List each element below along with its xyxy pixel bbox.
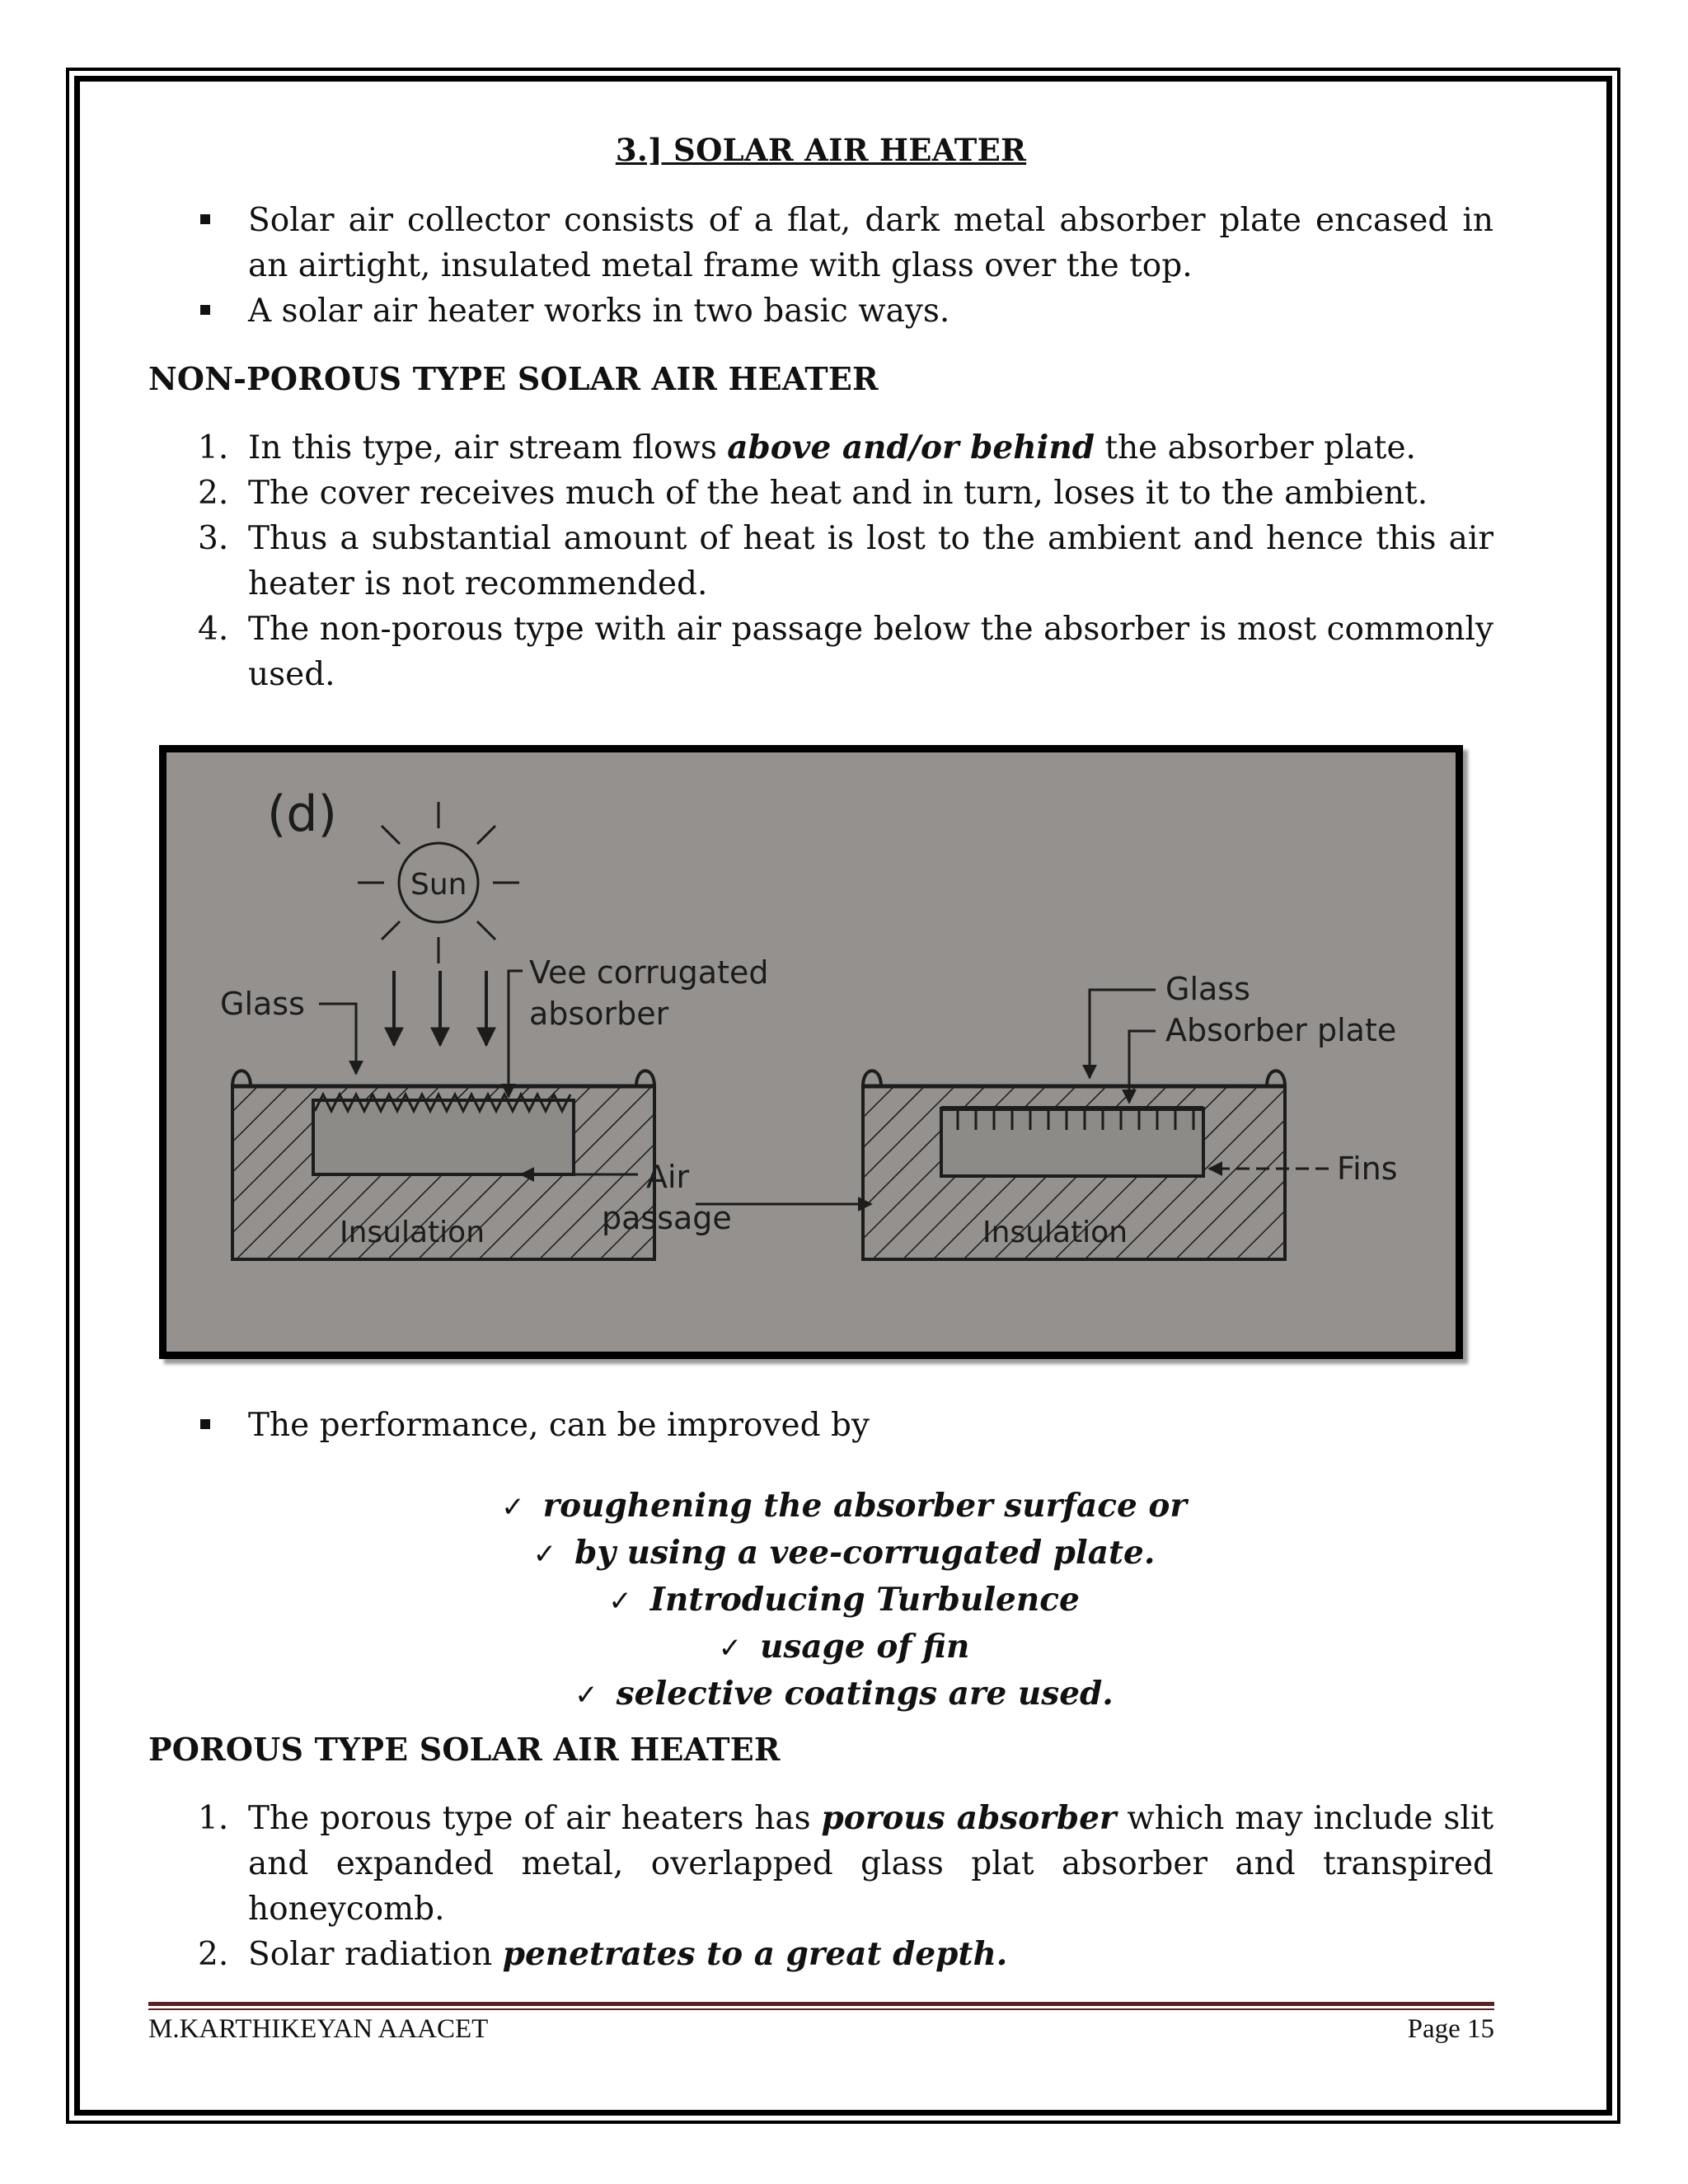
list-item: 2. Solar radiation penetrates to a great depth. (198, 1935, 1008, 1973)
footer-rule-thick (148, 2002, 1494, 2006)
list-item: 1. The porous type of air heaters has porous absorber which may include slit and expanded metal, overlapped glass plat absorber and transpired honeycomb. (198, 1799, 1493, 1928)
vee-corrugated-label-line1: Vee corrugated (529, 954, 769, 991)
porous-list (148, 1796, 1493, 1977)
performance-section (248, 1403, 1493, 1448)
improvements-list (0, 1483, 1688, 1718)
page-number: Page 15 (1407, 2014, 1494, 2044)
footer-author: M.KARTHIKEYAN AAACET (148, 2014, 489, 2044)
square-bullet-icon (200, 214, 210, 224)
checkmark-icon: ✓ (501, 1491, 525, 1524)
square-bullet-icon (200, 1419, 210, 1429)
list-item: Solar air collector consists of a flat, dark metal absorber plate encased in an airtight, insulated metal frame with glass over the top. (248, 198, 1493, 288)
insulation-left-label: Insulation (340, 1216, 485, 1249)
glass-right-label: Glass (1165, 971, 1250, 1007)
footer-rule-thin (148, 2008, 1494, 2010)
list-item: ✓ Introducing Turbulence (608, 1581, 1080, 1619)
solar-air-heater-figure (159, 745, 1463, 1359)
list-item: 3. Thus a substantial amount of heat is lost to the ambient and hence this air heater is not recommended. (198, 520, 1493, 602)
nonporous-heading: NON-POROUS TYPE SOLAR AIR HEATER (148, 360, 879, 397)
checkmark-icon: ✓ (718, 1632, 743, 1665)
checkmark-icon: ✓ (532, 1538, 557, 1571)
porous-section (148, 1731, 1493, 1977)
list-item: 1. In this type, air stream flows above and/or behind the absorber plate. (198, 429, 1416, 466)
page-title: 3.] SOLAR AIR HEATER (615, 132, 1027, 168)
list-item: ✓ roughening the absorber surface or (501, 1487, 1187, 1525)
list-item: ✓ selective coatings are used. (574, 1675, 1114, 1713)
diagram-svg (166, 752, 1456, 1352)
page-content (148, 132, 1493, 697)
sun-label: Sun (410, 868, 467, 902)
square-bullet-icon (200, 305, 210, 315)
porous-heading: POROUS TYPE SOLAR AIR HEATER (148, 1731, 781, 1768)
list-item: ✓ usage of fin (718, 1628, 970, 1666)
list-item: ✓ by using a vee-corrugated plate. (532, 1534, 1156, 1572)
insulation-right-label: Insulation (982, 1216, 1128, 1249)
absorber-plate-label: Absorber plate (1165, 1012, 1397, 1048)
list-item: 2. The cover receives much of the heat and in turn, loses it to the ambient. (198, 475, 1428, 512)
air-passage-label-line2: passage (602, 1200, 732, 1236)
vee-corrugated-label-line2: absorber (529, 996, 669, 1032)
list-item: A solar air heater works in two basic ways. (248, 288, 1493, 334)
air-passage-label-line1: Air (646, 1159, 690, 1195)
intro-bullet-list (148, 198, 1493, 334)
panel-label: (d) (267, 785, 337, 843)
photo-haze (166, 752, 1456, 1352)
glass-left-label: Glass (220, 986, 305, 1022)
list-item: 4. The non-porous type with air passage below the absorber is most commonly used. (198, 611, 1493, 693)
checkmark-icon: ✓ (608, 1585, 632, 1618)
nonporous-list (148, 425, 1493, 697)
fins-label: Fins (1337, 1151, 1398, 1187)
checkmark-icon: ✓ (574, 1679, 598, 1712)
list-item: The performance, can be improved by (248, 1403, 1493, 1448)
